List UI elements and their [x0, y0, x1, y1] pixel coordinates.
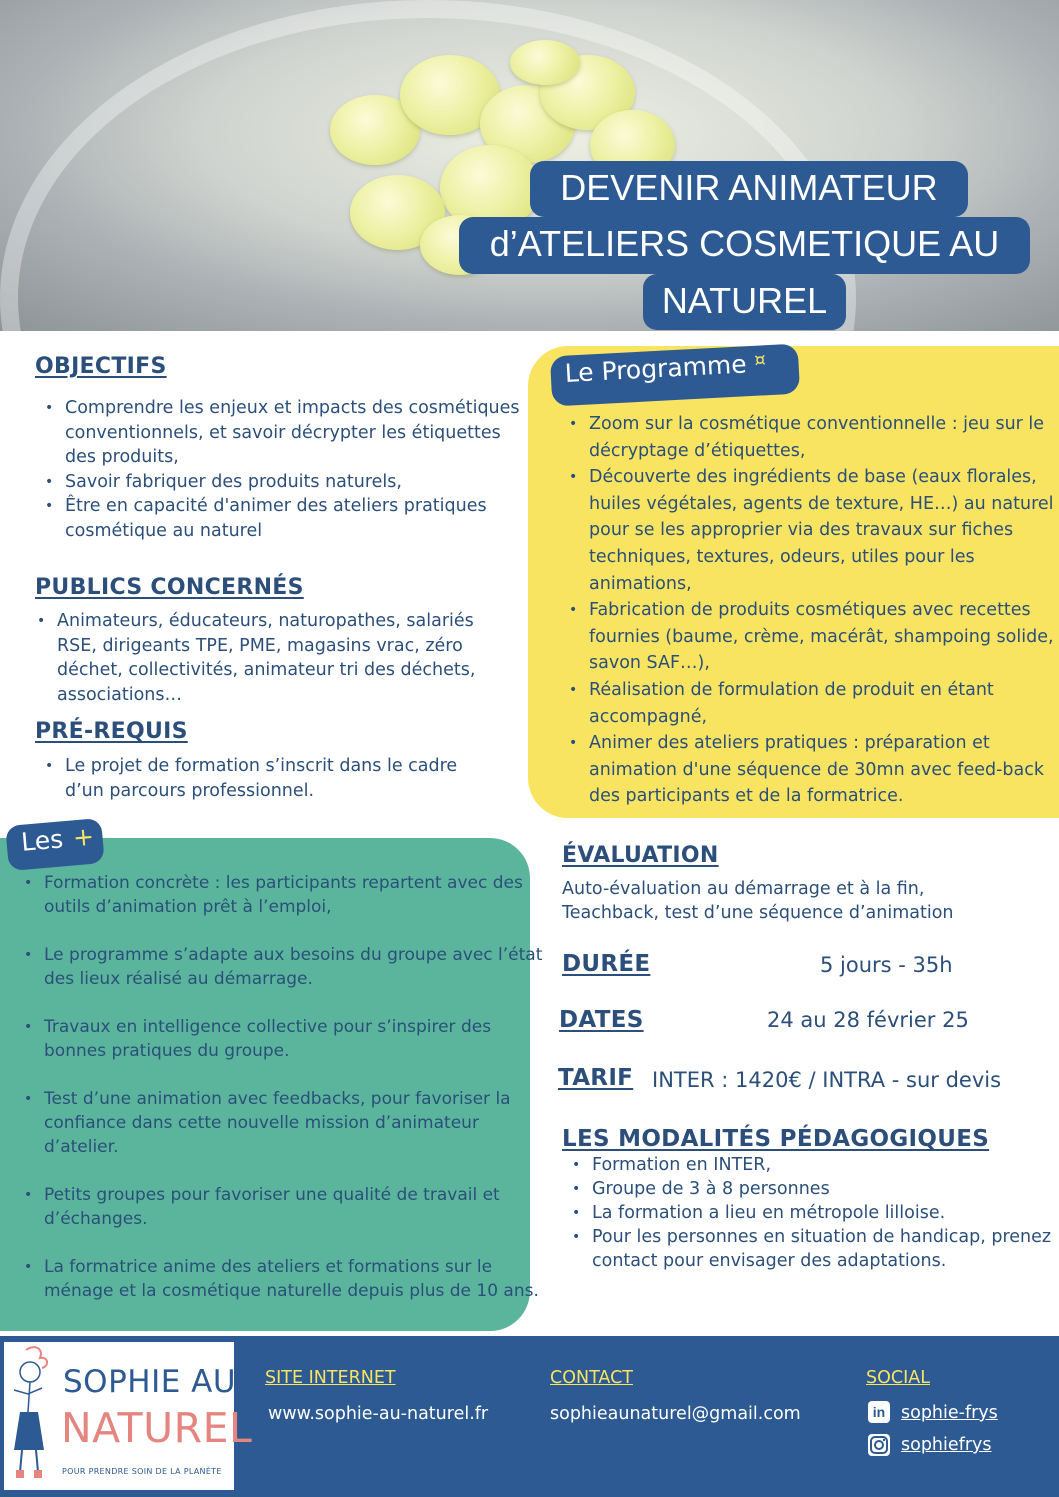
list-item: • Fabrication de produits cosmétiques avec recettes fournies (baume, crème, macérât, shampoing solide, savon SAF…),: [589, 597, 1059, 677]
logo-line-1: SOPHIE AU: [63, 1364, 237, 1400]
site-link[interactable]: www.sophie-au-naturel.fr: [268, 1404, 489, 1424]
list-item: • Savoir fabriquer des produits naturels,: [65, 470, 520, 495]
evaluation-line-2: Teachback, test d’une séquence d’animation: [562, 903, 954, 923]
logo-figure-icon: [4, 1342, 64, 1490]
linkedin-link[interactable]: sophie-frys: [901, 1403, 998, 1423]
tarif-value: INTER : 1420€ / INTRA - sur devis: [652, 1068, 1002, 1092]
prerequis-heading: PRÉ-REQUIS: [35, 719, 188, 744]
list-item: • Zoom sur la cosmétique conventionnelle : jeu sur le décryptage d’étiquettes,: [589, 411, 1059, 464]
contact-heading: CONTACT: [550, 1368, 633, 1388]
les-plus-list: [14, 871, 549, 1327]
social-heading: SOCIAL: [866, 1368, 930, 1388]
list-item: • Le programme s’adapte aux besoins du groupe avec l’état des lieux réalisé au démarrage.: [44, 943, 549, 991]
list-item: • Test d’une animation avec feedbacks, pour favoriser la confiance dans cette nouvelle mission d’animateur d’atelier.: [44, 1087, 549, 1159]
pellet: [510, 40, 580, 85]
title-line-2-box: [459, 217, 1030, 274]
programme-symbol: ¤: [753, 349, 767, 372]
evaluation-heading: ÉVALUATION: [562, 843, 719, 868]
list-item: • Comprendre les enjeux et impacts des cosmétiques conventionnels, et savoir décrypter les étiquettes des produits,: [65, 396, 520, 470]
list-item: • Animateurs, éducateurs, naturopathes, salariés RSE, dirigeants TPE, PME, magasins vrac, zéro déchet, collectivités, animateur tri des déchets, associations…: [57, 609, 502, 707]
objectifs-heading: OBJECTIFS: [35, 354, 167, 379]
list-item: • Formation concrète : les participants repartent avec des outils d’animation prêt à l’emploi,: [44, 871, 549, 919]
title-line-2: d’ATELIERS COSMETIQUE AU: [489, 223, 1000, 264]
title-line-1: DEVENIR ANIMATEUR: [560, 167, 938, 208]
dates-heading: DATES: [559, 1007, 644, 1033]
title-line-3: NATUREL: [661, 280, 828, 321]
list-item: • La formation a lieu en métropole lilloise.: [592, 1201, 1059, 1225]
list-item: • Groupe de 3 à 8 personnes: [592, 1177, 1059, 1201]
prerequis-list: [35, 754, 495, 803]
instagram-icon[interactable]: [868, 1434, 890, 1456]
publics-list: [27, 609, 502, 707]
title-line-3-box: [643, 274, 846, 330]
list-item: • Le projet de formation s’inscrit dans le cadre d’un parcours professionnel.: [65, 754, 495, 803]
list-item: • Découverte des ingrédients de base (eaux florales, huiles végétales, agents de texture, HE…) au naturel pour se les approprier via des travaux sur fiches techniques, textures, odeurs, utiles pour les animations,: [589, 464, 1059, 597]
list-item: • La formatrice anime des ateliers et formations sur le ménage et la cosmétique naturelle depuis plus de 10 ans.: [44, 1255, 549, 1303]
list-item: • Animer des ateliers pratiques : préparation et animation d'une séquence de 30mn avec feed-back des participants et de la formatrice.: [589, 730, 1059, 810]
site-heading: SITE INTERNET: [265, 1368, 396, 1388]
list-item: • Réalisation de formulation de produit en étant accompagné,: [589, 677, 1059, 730]
list-item: • Être en capacité d'animer des ateliers pratiques cosmétique au naturel: [65, 494, 520, 543]
objectifs-list: [35, 396, 520, 543]
programme-title: Le Programme: [564, 349, 748, 388]
programme-list: [559, 411, 1059, 810]
linkedin-icon[interactable]: in: [868, 1401, 890, 1423]
modalites-list: [562, 1153, 1059, 1273]
list-item: • Petits groupes pour favoriser une qualité de travail et d’échanges.: [44, 1183, 549, 1231]
list-item: • Formation en INTER,: [592, 1153, 1059, 1177]
duree-heading: DURÉE: [562, 951, 651, 977]
instagram-glyph-icon: [868, 1434, 890, 1456]
modalites-heading: LES MODALITÉS PÉDAGOGIQUES: [562, 1126, 990, 1152]
publics-heading: PUBLICS CONCERNÉS: [35, 575, 304, 600]
list-item: • Pour les personnes en situation de handicap, prenez contact pour envisager des adaptations.: [592, 1225, 1059, 1273]
duree-value: 5 jours - 35h: [820, 953, 953, 977]
list-item: • Travaux en intelligence collective pour s’inspirer des bonnes pratiques du groupe.: [44, 1015, 549, 1063]
plus-icon: +: [71, 821, 96, 853]
logo-tagline: POUR PRENDRE SOIN DE LA PLANÈTE: [62, 1467, 222, 1476]
dates-value: 24 au 28 février 25: [767, 1008, 969, 1032]
les-plus-title: Les: [20, 824, 65, 857]
evaluation-line-1: Auto-évaluation au démarrage et à la fin,: [562, 879, 925, 899]
logo-line-2: NATUREL: [61, 1404, 253, 1452]
title-line-1-box: [530, 161, 968, 217]
tarif-heading: TARIF: [558, 1065, 634, 1091]
instagram-link[interactable]: sophiefrys: [901, 1435, 992, 1455]
contact-email[interactable]: sophieaunaturel@gmail.com: [550, 1404, 801, 1424]
